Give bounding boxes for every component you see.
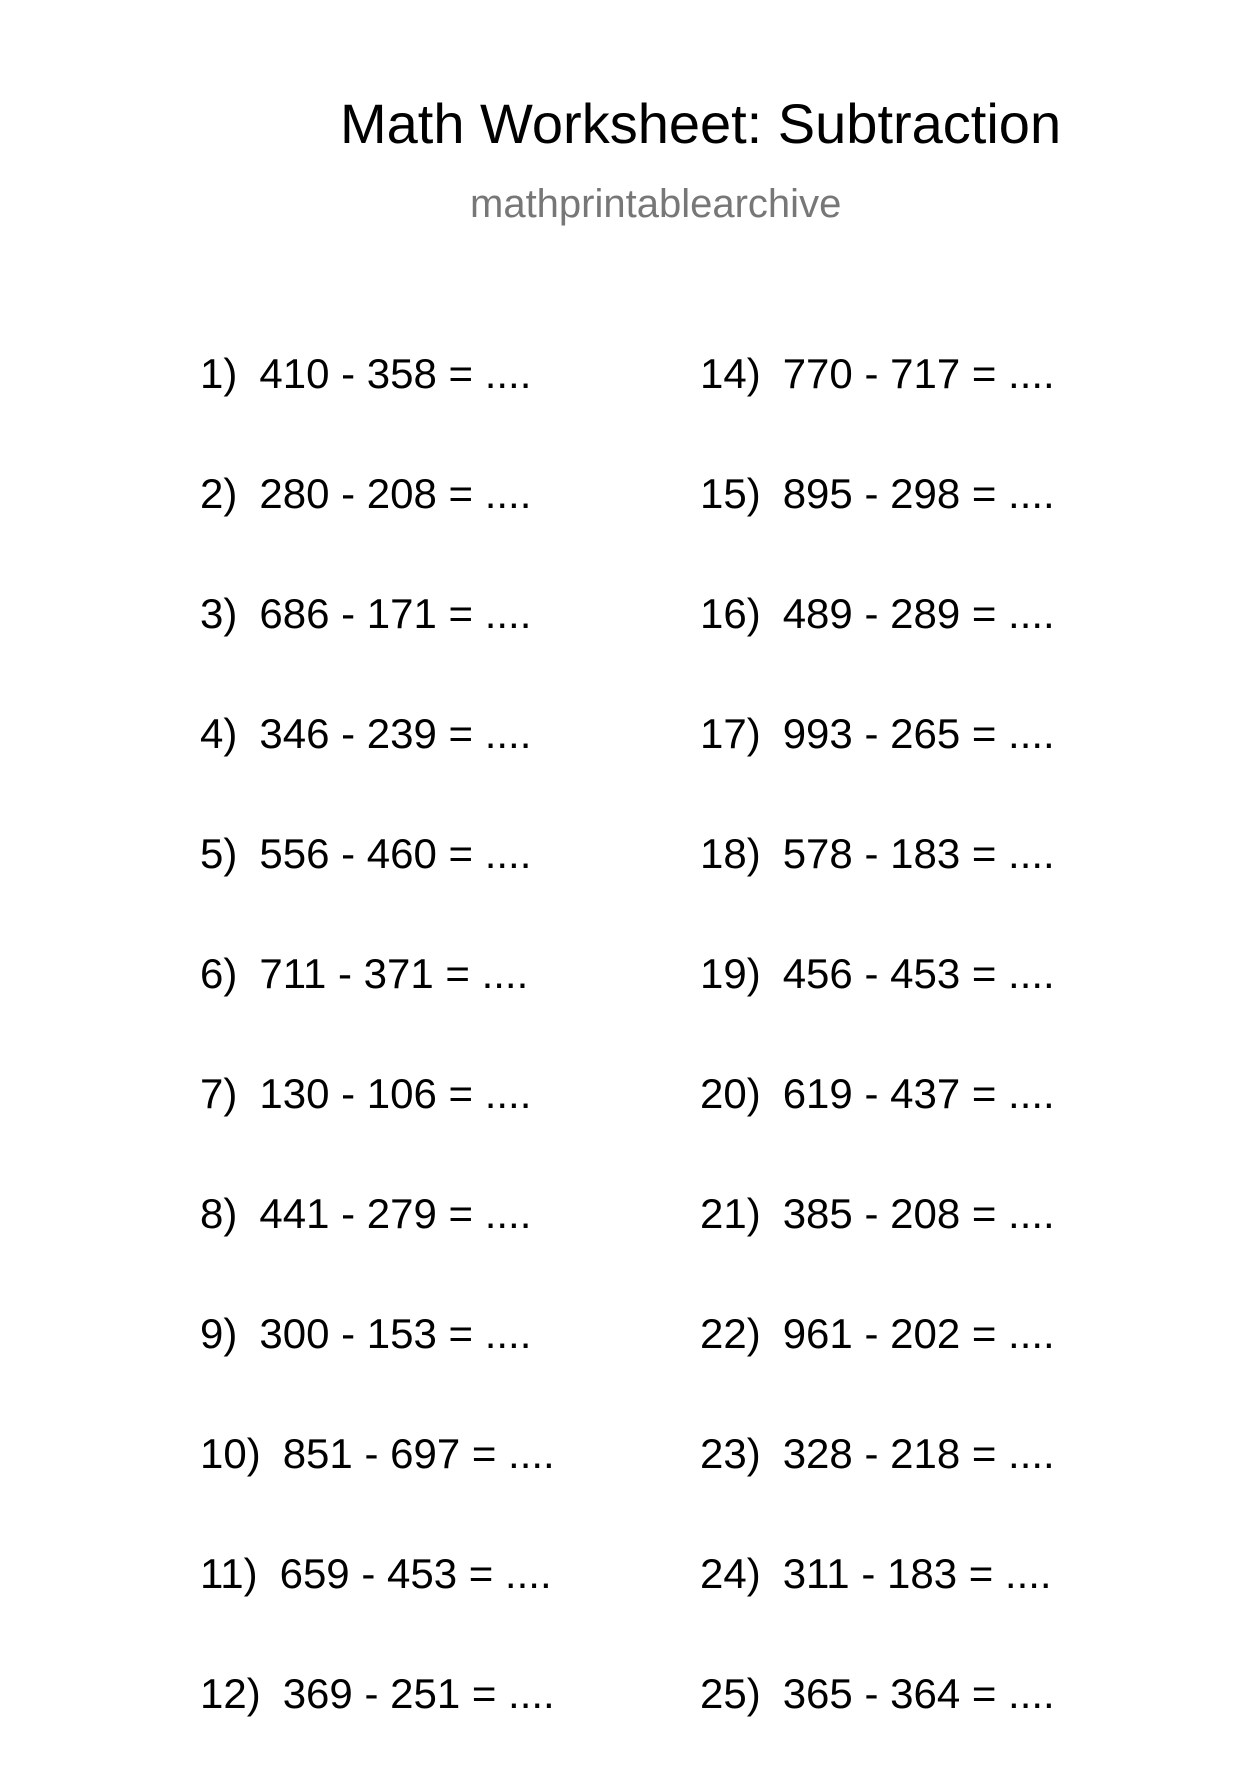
problem-expression: 659 - 453 = .... <box>279 1550 552 1597</box>
problem-item <box>700 589 1180 709</box>
problem-item <box>700 949 1180 1069</box>
problem-expression: 369 - 251 = .... <box>282 1670 555 1717</box>
problem-expression: 556 - 460 = .... <box>259 830 532 877</box>
problem-item <box>700 709 1180 829</box>
problem-expression: 851 - 697 = .... <box>282 1430 555 1477</box>
problem-expression: 441 - 279 = .... <box>259 1190 532 1237</box>
problem-number: 25) <box>700 1670 761 1717</box>
problem-expression: 385 - 208 = .... <box>782 1190 1055 1237</box>
problem-expression: 346 - 239 = .... <box>259 710 532 757</box>
problem-number: 16) <box>700 590 761 637</box>
problem-item <box>700 349 1180 469</box>
problem-number: 11) <box>200 1550 258 1597</box>
problem-item <box>700 469 1180 589</box>
problem-expression: 619 - 437 = .... <box>782 1070 1055 1117</box>
problem-expression: 578 - 183 = .... <box>782 830 1055 877</box>
problem-expression: 365 - 364 = .... <box>782 1670 1055 1717</box>
problem-expression: 456 - 453 = .... <box>782 950 1055 997</box>
problem-item <box>200 1069 680 1189</box>
page-title: Math Worksheet: Subtraction <box>340 92 1062 155</box>
problem-item <box>200 709 680 829</box>
problem-number: 18) <box>700 830 761 877</box>
problem-item <box>200 949 680 1069</box>
problem-item <box>700 1549 1180 1669</box>
problem-number: 2) <box>200 470 238 517</box>
problem-expression: 280 - 208 = .... <box>259 470 532 517</box>
problem-item <box>700 1669 1180 1789</box>
problem-number: 21) <box>700 1190 761 1237</box>
problem-item <box>200 829 680 949</box>
problem-item <box>200 1189 680 1309</box>
problem-number: 23) <box>700 1430 761 1477</box>
problem-number: 24) <box>700 1550 761 1597</box>
problem-column-left <box>200 349 680 1789</box>
problem-expression: 961 - 202 = .... <box>782 1310 1055 1357</box>
problem-number: 4) <box>200 710 238 757</box>
problem-expression: 993 - 265 = .... <box>782 710 1055 757</box>
page-subtitle: mathprintablearchive <box>470 182 842 226</box>
problem-item <box>200 1429 680 1549</box>
problem-number: 3) <box>200 590 238 637</box>
problem-expression: 130 - 106 = .... <box>259 1070 532 1117</box>
problem-item <box>700 829 1180 949</box>
problem-item <box>700 1069 1180 1189</box>
problem-item <box>200 1549 680 1669</box>
problem-column-right <box>700 349 1180 1789</box>
problem-number: 12) <box>200 1670 261 1717</box>
problem-expression: 711 - 371 = .... <box>259 950 529 997</box>
problem-expression: 489 - 289 = .... <box>782 590 1055 637</box>
problem-expression: 770 - 717 = .... <box>782 350 1055 397</box>
problem-item <box>700 1429 1180 1549</box>
problem-expression: 300 - 153 = .... <box>259 1310 532 1357</box>
problem-item <box>700 1189 1180 1309</box>
problem-item <box>200 1669 680 1789</box>
problem-expression: 895 - 298 = .... <box>782 470 1055 517</box>
problem-number: 8) <box>200 1190 238 1237</box>
problem-number: 5) <box>200 830 238 877</box>
problem-number: 9) <box>200 1310 238 1357</box>
problem-number: 6) <box>200 950 238 997</box>
problem-number: 1) <box>200 350 238 397</box>
problem-number: 15) <box>700 470 761 517</box>
problem-number: 17) <box>700 710 761 757</box>
problem-expression: 410 - 358 = .... <box>259 350 532 397</box>
problem-item <box>200 469 680 589</box>
problem-number: 7) <box>200 1070 238 1117</box>
problem-item <box>200 349 680 469</box>
problem-item <box>200 1309 680 1429</box>
problem-expression: 311 - 183 = .... <box>782 1550 1052 1597</box>
problem-number: 22) <box>700 1310 761 1357</box>
problem-item <box>700 1309 1180 1429</box>
problem-item <box>200 589 680 709</box>
problem-number: 19) <box>700 950 761 997</box>
problem-number: 20) <box>700 1070 761 1117</box>
problem-number: 14) <box>700 350 761 397</box>
problem-expression: 328 - 218 = .... <box>782 1430 1055 1477</box>
problem-expression: 686 - 171 = .... <box>259 590 532 637</box>
problem-number: 10) <box>200 1430 261 1477</box>
